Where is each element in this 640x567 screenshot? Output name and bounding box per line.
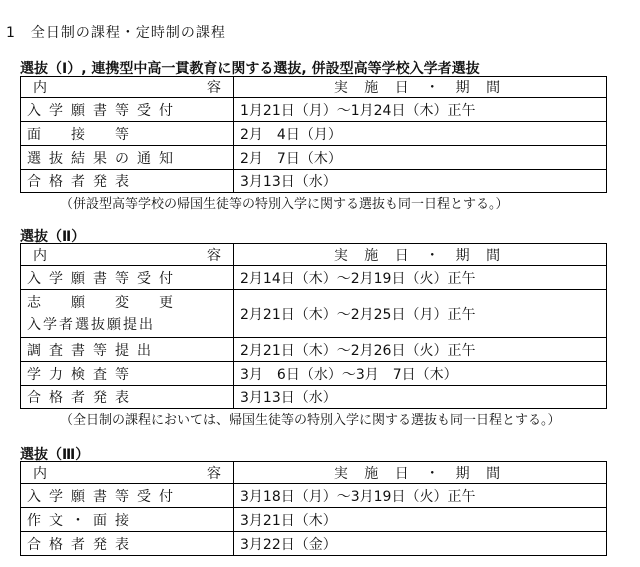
header-date-cell: 実 施 日 ・ 期 間	[234, 462, 607, 484]
row-date: 2月14日（木）～2月19日（火）正午	[234, 266, 607, 290]
block1-note: （併設型高等学校の帰国生徒等の特別入学に関する選抜も同一日程とする。）	[60, 197, 509, 212]
row-date: 3月13日（水）	[234, 386, 607, 409]
table-row	[21, 338, 607, 362]
row-date: 2月21日（木）～2月26日（火）正午	[234, 338, 607, 362]
table-header-row	[21, 77, 607, 98]
row-item: 選抜結果の通知	[21, 146, 234, 170]
row-item: 作文・面接	[21, 508, 234, 532]
table-row	[21, 266, 607, 290]
table-row	[21, 484, 607, 508]
row-item-line2: 入学者選抜願提出	[27, 316, 155, 333]
header-content-cell	[21, 244, 234, 266]
table-row	[21, 532, 607, 556]
row-item: 合格者発表	[21, 532, 234, 556]
row-item	[21, 290, 234, 338]
header-content-a: 内	[33, 247, 47, 264]
header-date-cell: 実 施 日 ・ 期 間	[234, 244, 607, 266]
header-content-b: 容	[207, 465, 221, 482]
block1-table	[20, 76, 607, 193]
table-row	[21, 362, 607, 386]
row-item: 入学願書等受付	[21, 98, 234, 122]
header-content-cell	[21, 77, 234, 98]
row-item: 入学願書等受付	[21, 266, 234, 290]
table-row	[21, 508, 607, 532]
table-row	[21, 98, 607, 122]
header-content-b: 容	[207, 80, 221, 96]
block3-title: 選抜（Ⅲ）	[20, 447, 90, 463]
table-row	[21, 170, 607, 193]
header-content-b: 容	[207, 247, 221, 264]
row-date: 3月13日（水）	[234, 170, 607, 193]
row-item: 入学願書等受付	[21, 484, 234, 508]
block2-title: 選抜（Ⅱ）	[20, 229, 86, 245]
row-item-line1: 志 願 変 更	[27, 294, 181, 311]
header-content-a: 内	[33, 465, 47, 482]
row-date: 2月21日（木）～2月25日（月）正午	[234, 290, 607, 338]
block2-table	[20, 243, 607, 409]
row-item: 学力検査等	[21, 362, 234, 386]
table-row	[21, 122, 607, 146]
section-heading: 1 全日制の課程・定時制の課程	[6, 25, 226, 41]
table-header-row	[21, 244, 607, 266]
row-date: 3月22日（金）	[234, 532, 607, 556]
row-date: 1月21日（月）～1月24日（木）正午	[234, 98, 607, 122]
table-header-row	[21, 462, 607, 484]
row-item: 調査書等提出	[21, 338, 234, 362]
block2-note: （全日制の課程においては、帰国生徒等の特別入学に関する選抜も同一日程とする。）	[60, 413, 561, 428]
row-item: 合格者発表	[21, 386, 234, 409]
row-item: 合格者発表	[21, 170, 234, 193]
table-row	[21, 386, 607, 409]
row-date: 3月 6日（水）～3月 7日（木）	[234, 362, 607, 386]
row-date: 2月 4日（月）	[234, 122, 607, 146]
row-date: 2月 7日（木）	[234, 146, 607, 170]
table-row	[21, 146, 607, 170]
block3-table	[20, 461, 607, 556]
row-date: 3月18日（月）～3月19日（火）正午	[234, 484, 607, 508]
block1-title: 選抜（Ⅰ）, 連携型中高一貫教育に関する選抜, 併設型高等学校入学者選抜	[20, 61, 480, 77]
header-date-cell: 実 施 日 ・ 期 間	[234, 77, 607, 98]
header-content-cell	[21, 462, 234, 484]
row-date: 3月21日（木）	[234, 508, 607, 532]
table-row	[21, 290, 607, 338]
header-content-a: 内	[33, 80, 47, 96]
row-item: 面 接 等	[21, 122, 234, 146]
